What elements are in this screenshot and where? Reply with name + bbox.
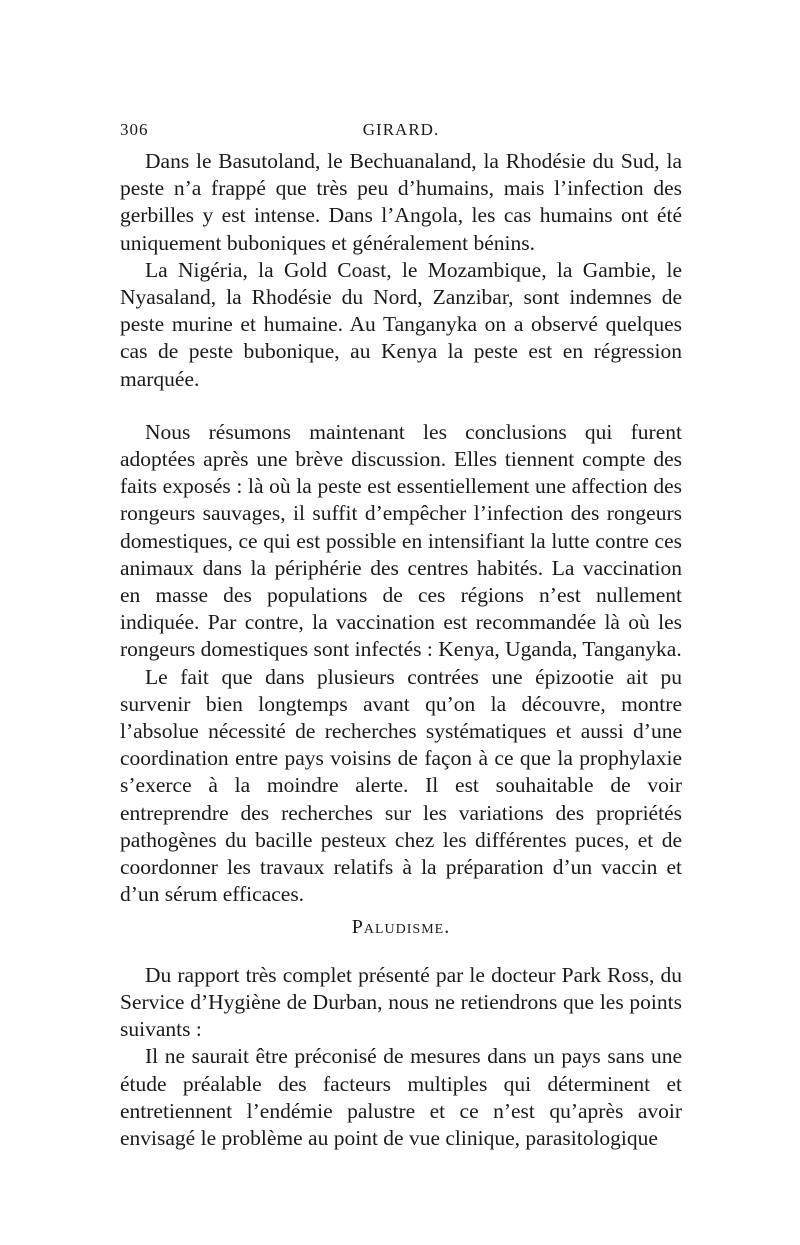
paragraph: Nous résumons maintenant les conclusions qui furent adoptées après une brève discussion. Elles tiennent compte des faits exposés : là où la peste est essentiellement une affection des rongeurs sauvages, il suffit d’empêcher l’infection des rongeurs domestiques, ce qui est possible en intensifiant la lutte contre ces animaux dans la périphérie des centres habités. La vaccination en masse des populations de ces régions n’est nullement indiquée. Par contre, la vaccination est recommandée là où les rongeurs domestiques sont infectés : Kenya, Uganda, Tanganyka. (120, 419, 682, 662)
section-gap (120, 950, 682, 962)
paragraph: Dans le Basutoland, le Bechuanaland, la Rhodésie du Sud, la peste n’a frappé que très peu d’humains, mais l’infection des gerbilles y est intense. Dans l’Angola, les cas humains ont été uniquement buboniques et généralement bénins. (120, 149, 682, 255)
paragraph: Du rapport très complet présenté par le docteur Park Ross, du Service d’Hygiène de Durban, nous ne retiendrons que les points suivants : (120, 962, 682, 1042)
section-heading: Paludisme. (351, 916, 451, 939)
section-plague-summary (120, 148, 682, 393)
section-gap (120, 393, 682, 419)
running-head (120, 116, 682, 144)
document-page (120, 116, 682, 1152)
page-number: 306 (120, 120, 149, 139)
section-malaria (120, 914, 682, 1152)
paragraph: La Nigéria, la Gold Coast, le Mozambique, la Gambie, le Nyasaland, la Rhodésie du Nord, Zanzibar, sont indemnes de peste murine et humaine. Au Tanganyka on a observé quelques cas de peste bubonique, au Kenya la peste est en régression marquée. (120, 257, 682, 391)
paragraph: Le fait que dans plusieurs contrées une épizootie ait pu survenir bien longtemps avant qu’on la découvre, montre l’absolue nécessité de recherches systématiques et aussi d’une coordination entre pays voisins de façon à ce que la prophylaxie s’exerce à la moindre alerte. Il est souhaitable de voir entreprendre des recherches sur les variations des propriétés pathogènes du bacille pesteux chez les différentes puces, et de coordonner les travaux relatifs à la préparation d’un vaccin et d’un sérum efficaces. (120, 664, 682, 907)
section-conclusions (120, 419, 682, 909)
paragraph: Il ne saurait être préconisé de mesures dans un pays sans une étude préalable des facteurs multiples qui déterminent et entretiennent l’endémie palustre et ce n’est qu’après avoir envisagé le problème au point de vue clinique, parasitologique (120, 1044, 682, 1150)
running-title: GIRARD. (362, 120, 440, 139)
